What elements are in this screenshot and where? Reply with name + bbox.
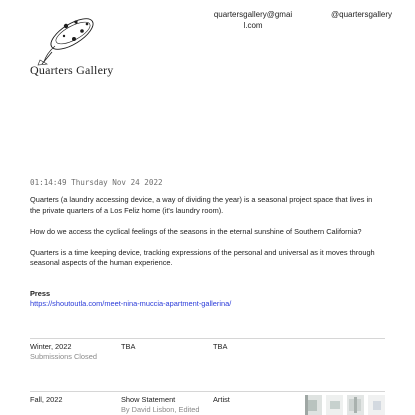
instagram-link[interactable]: @quartersgallery — [331, 10, 393, 19]
live-clock: 01:14:49 Thursday Nov 24 2022 — [30, 178, 163, 187]
season-cell[interactable] — [30, 342, 97, 361]
email-link[interactable]: quartersgallery@gmail.com — [213, 10, 293, 30]
description-paragraph: How do we access the cyclical feelings of the seasons in the eternal sunshine of Southern California? — [30, 226, 362, 236]
gallery-logo[interactable] — [30, 12, 114, 80]
show-cell[interactable] — [121, 395, 199, 414]
season-title: Winter, 2022 — [30, 342, 72, 351]
show-cell — [121, 342, 135, 352]
press-link[interactable]: https://shoutoutla.com/meet-nina-muccia-apartment-gallerina/ — [30, 299, 232, 308]
press-section — [30, 289, 231, 309]
artist-link[interactable]: Artist — [213, 395, 230, 404]
artist-cell — [213, 342, 227, 352]
press-label: Press — [30, 289, 51, 298]
description-paragraph: Quarters is a time keeping device, tracking expressions of the personal and universal as it moves through seasonal aspects of the human experience. — [30, 247, 375, 267]
season-status: Submissions Closed — [30, 351, 97, 361]
exhibition-thumbnail[interactable] — [326, 395, 343, 415]
logo-text: Quarters Gallery — [30, 63, 114, 77]
show-title: TBA — [121, 342, 136, 351]
row-divider — [30, 391, 385, 392]
artist-name: TBA — [213, 342, 228, 351]
exhibition-thumbnail[interactable] — [368, 395, 385, 415]
description-paragraph: Quarters (a laundry accessing device, a way of dividing the year) is a seasonal project space that lives in the private quarters of a Los Feliz home (it's laundry room). — [30, 195, 373, 215]
show-author: By David Lisbon, Edited — [121, 404, 200, 414]
row-divider — [30, 338, 385, 339]
gallery-description — [30, 195, 380, 279]
season-title: Fall, 2022 — [30, 395, 63, 404]
exhibition-thumbnail[interactable] — [347, 395, 364, 415]
logo-sketch-icon — [30, 12, 100, 66]
season-cell[interactable] — [30, 395, 62, 405]
exhibition-thumbnail[interactable] — [305, 395, 322, 415]
show-statement-link[interactable]: Show Statement — [121, 395, 176, 404]
artist-cell[interactable] — [213, 395, 230, 405]
